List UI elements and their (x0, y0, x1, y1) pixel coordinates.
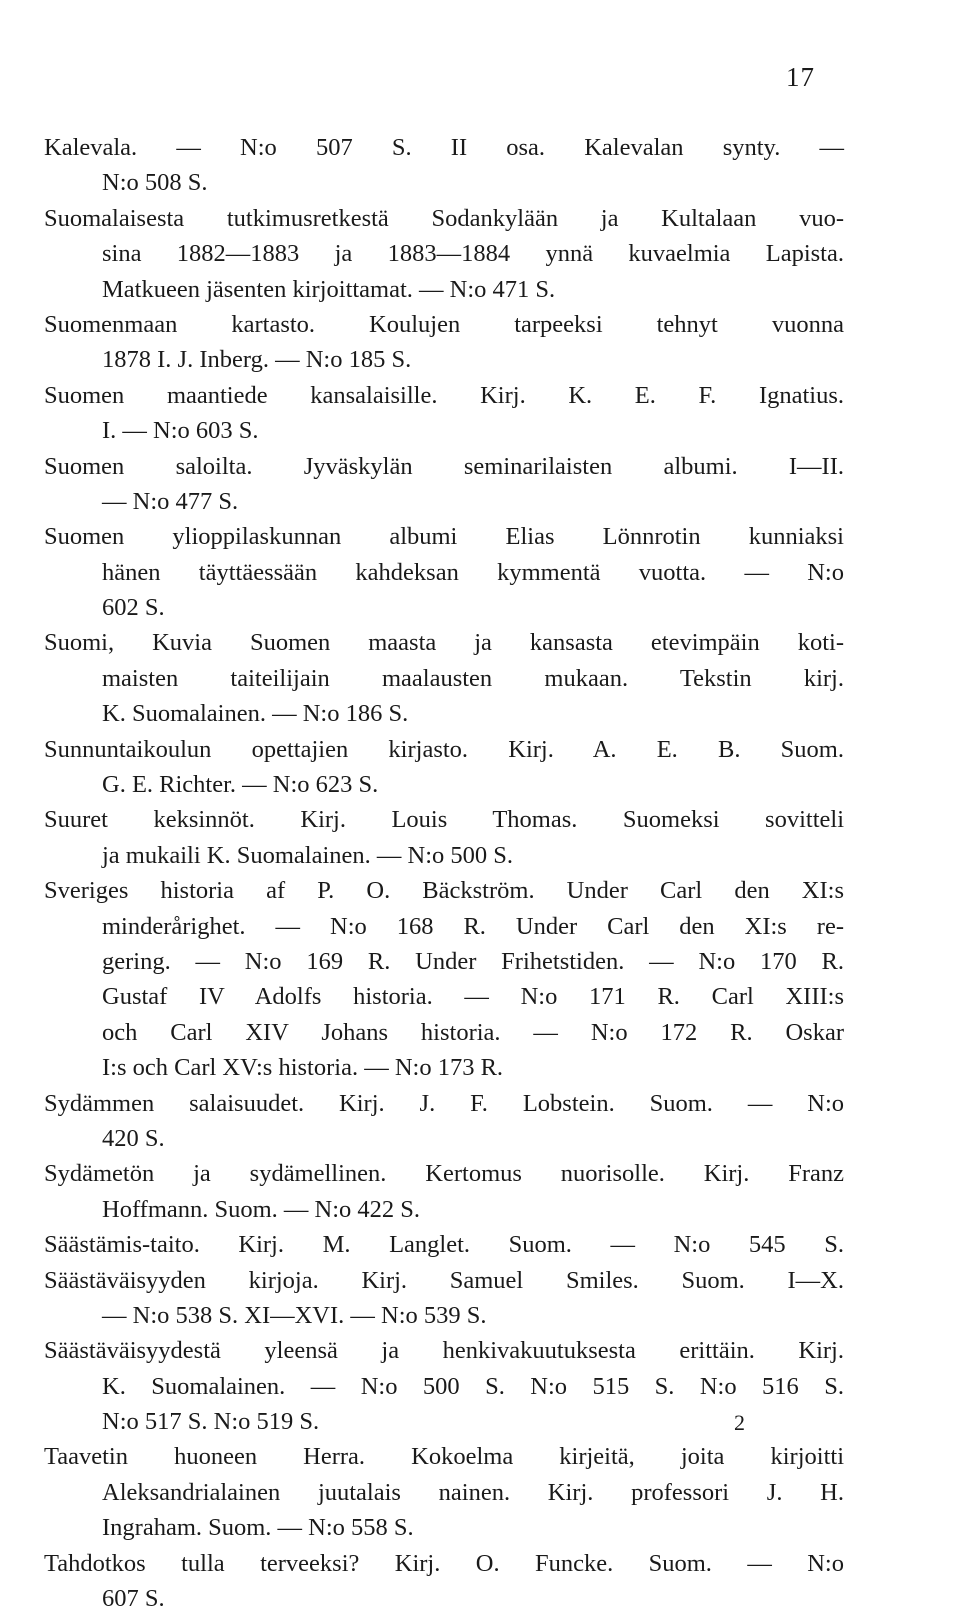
entry-continuation-line: 420 S. (102, 1124, 165, 1152)
entry-continuation-line: G. E. Richter. — N:o 623 S. (102, 771, 379, 799)
entry-first-line: Suomi, Kuvia Suomen maasta ja kansasta etevimpäin koti- (44, 629, 844, 657)
entry-continuation-line: sina 1882—1883 ja 1883—1884 ynnä kuvaelmia Lapista. (102, 240, 844, 268)
entry-first-line: Suuret keksinnöt. Kirj. Louis Thomas. Suomeksi sovitteli (44, 806, 844, 834)
page-number: 17 (786, 62, 815, 92)
entry-first-line: Suomen saloilta. Jyväskylän seminarilaisten albumi. I—II. (44, 452, 844, 480)
entry-continuation-line: Hoffmann. Suom. — N:o 422 S. (102, 1195, 421, 1223)
entry-continuation-line: 607 S. (102, 1585, 165, 1613)
entry-continuation-line: hänen täyttäessään kahdeksan kymmentä vuotta. — N:o (102, 558, 844, 586)
entry-continuation-line: N:o 508 S. (102, 169, 208, 197)
entry-continuation-line: I. — N:o 603 S. (102, 417, 259, 445)
entry-continuation-line: och Carl XIV Johans historia. — N:o 172 R. Oskar (102, 1018, 844, 1046)
entry-continuation-line: 1878 I. J. Inberg. — N:o 185 S. (102, 346, 412, 374)
entry-continuation-line: N:o 517 S. N:o 519 S. (102, 1408, 320, 1436)
entry-continuation-line: Aleksandrialainen juutalais nainen. Kirj. professori J. H. (102, 1478, 844, 1506)
entry-continuation-line: minderårighet. — N:o 168 R. Under Carl den XI:s re- (102, 912, 844, 940)
entry-first-line: Suomen maantiede kansalaisille. Kirj. K. E. F. Ignatius. (44, 381, 844, 409)
entry-first-line: Suomenmaan kartasto. Koulujen tarpeeksi tehnyt vuonna (44, 310, 844, 338)
entry-first-line: Säästäväisyydestä yleensä ja henkivakuutuksesta erittäin. Kirj. (44, 1337, 844, 1365)
entry-continuation-line: Gustaf IV Adolfs historia. — N:o 171 R. Carl XIII:s (102, 983, 844, 1011)
entry-first-line: Kalevala. — N:o 507 S. II osa. Kalevalan synty. — (44, 134, 844, 161)
entry-continuation-line: — N:o 538 S. XI—XVI. — N:o 539 S. (102, 1301, 487, 1329)
entry-continuation-line: I:s och Carl XV:s historia. — N:o 173 R. (102, 1054, 504, 1082)
entry-first-line: Säästämis-taito. Kirj. M. Langlet. Suom. — N:o 545 S. (44, 1231, 844, 1259)
entry-first-line: Säästäväisyyden kirjoja. Kirj. Samuel Smiles. Suom. I—X. (44, 1266, 844, 1294)
entry-continuation-line: maisten taiteilijain maalausten mukaan. Tekstin kirj. (102, 664, 844, 692)
entry-first-line: Suomen ylioppilaskunnan albumi Elias Lönnrotin kunniaksi (44, 523, 844, 551)
entry-continuation-line: Ingraham. Suom. — N:o 558 S. (102, 1514, 414, 1542)
entry-first-line: Sydämmen salaisuudet. Kirj. J. F. Lobstein. Suom. — N:o (44, 1089, 844, 1117)
entry-first-line: Sveriges historia af P. O. Bäckström. Under Carl den XI:s (44, 877, 844, 905)
entry-continuation-line: K. Suomalainen. — N:o 500 S. N:o 515 S. N:o 516 S. (102, 1372, 844, 1400)
entry-first-line: Taavetin huoneen Herra. Kokoelma kirjeitä, joita kirjoitti (44, 1443, 844, 1471)
entry-continuation-line: ja mukaili K. Suomalainen. — N:o 500 S. (102, 841, 514, 869)
entry-continuation-line: 602 S. (102, 594, 165, 622)
entry-first-line: Sunnuntaikoulun opettajien kirjasto. Kirj. A. E. B. Suom. (44, 735, 844, 763)
entry-first-line: Sydämetön ja sydämellinen. Kertomus nuorisolle. Kirj. Franz (44, 1160, 844, 1188)
entry-first-line: Tahdotkos tulla terveeksi? Kirj. O. Funcke. Suom. — N:o (44, 1549, 844, 1577)
entry-continuation-line: Matkueen jäsenten kirjoittamat. — N:o 471 S. (102, 275, 556, 303)
entry-first-line: Suomalaisesta tutkimusretkestä Sodankylään ja Kultalaan vuo- (44, 204, 844, 232)
entry-continuation-line: gering. — N:o 169 R. Under Frihetstiden. — N:o 170 R. (102, 947, 844, 975)
entry-continuation-line: K. Suomalainen. — N:o 186 S. (102, 700, 409, 728)
entry-continuation-line: — N:o 477 S. (102, 487, 239, 515)
signature-mark: 2 (734, 1410, 745, 1435)
catalogue-listing (44, 130, 844, 1616)
